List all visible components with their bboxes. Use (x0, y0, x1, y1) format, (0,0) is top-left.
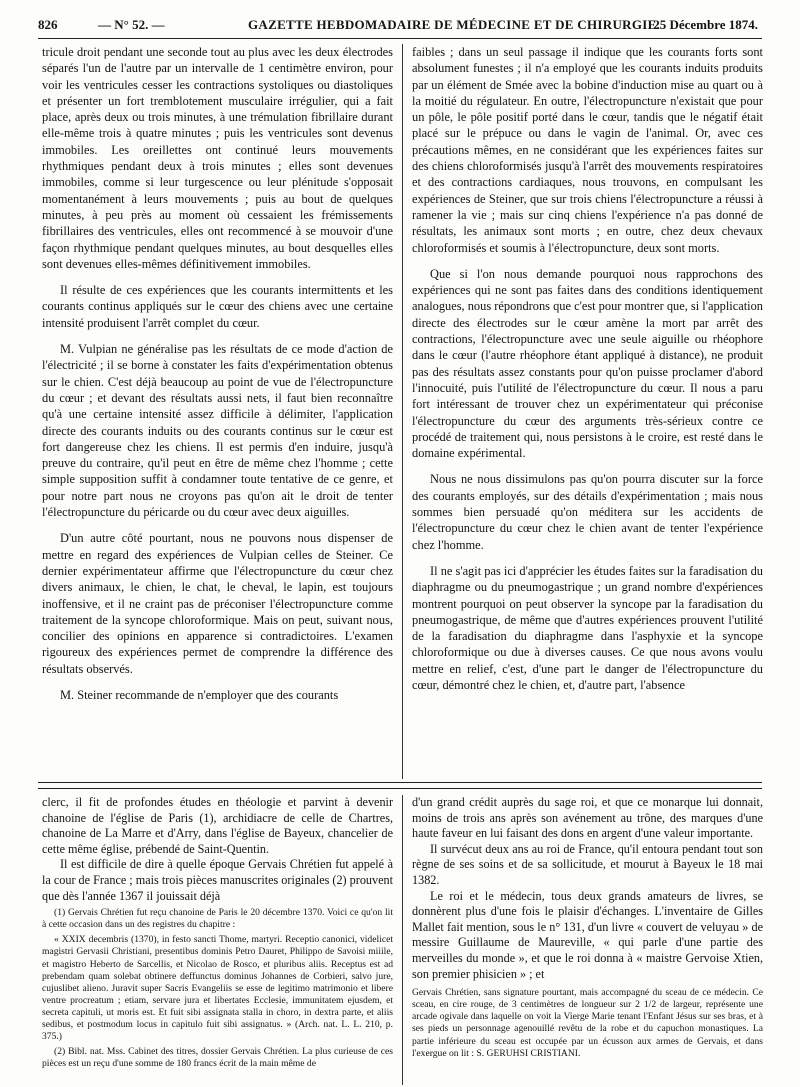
paragraph: Il est difficile de dire à quelle époque Gervais Chrétien fut appelé à la cour de France ; mais trois pièces manuscrites originales (2) prouvent que dès l'année 1367 il jouissait déjà (42, 857, 393, 903)
upper-right-column (412, 44, 763, 779)
header-rule (38, 38, 762, 39)
paragraph: Il résulte de ces expériences que les courants intermittents et les courants continus appliqués sur le cœur des chiens avec une certaine intensité produisent l'arrêt complet du cœur. (42, 283, 393, 330)
paragraph: Il ne s'agit pas ici d'apprécier les études faites sur la faradisation du diaphragme ou du pneumogastrique ; un grand nombre d'expériences montrent pourquoi on peut observer la syncope par la faradisation du pneumogastrique, de même que d'autres expériences prouvent l'utilité de la faradisation du diaphragme dans l'asphyxie et la syncope chloroformique ou due à diverses causes. Ce que nous avons voulu mettre en relief, c'est, d'une part le danger de l'électropuncture du cœur, démontré chez le chien, et, d'autre part, l'absence (412, 563, 763, 692)
lower-left-column (42, 795, 393, 1085)
paragraph: Que si l'on nous demande pourquoi nous rapprochons des expériences qui ne sont pas faites dans des conditions identiquement analogues, nous répondrons que c'est pour montrer que, si l'application directe des électrodes sur le cœur amène la mort par arrêt des contractions, l'électropuncture avec une seule aiguille ou rhéophore dans le cœur (l'autre rhéophore étant appliqué à distance), ne produit pas des résultats assez constants pour qu'on puisse proclamer d'abord l'innocuité, puis l'utilité de l'électropuncture du cœur. Il nous a paru fort intéressant de trouver chez un expérimentateur qui préconise l'électropuncture du cœur des arguments très-sérieux contre ce procédé de traitement qui, nous persistons à le croire, est resté dans le domaine expérimental. (412, 266, 763, 461)
lower-right-column (412, 795, 763, 1085)
paragraph: Il survécut deux ans au roi de France, qu'il entoura pendant tout son règne de ses soins et de sa sollicitude, et mourut à Bayeux le 18 mai 1382. (412, 841, 763, 887)
upper-left-column (42, 44, 393, 779)
footnote-continuation: Gervais Chrétien, sans signature pourtant, mais accompagné du sceau de ce médecin. Ce sceau, en cire rouge, de 3 centimètres de longueur sur 2 1/2 de largeur, représente une arcade ogivale dans laquelle on voit la Vierge Marie tenant l'Enfant Jésus sur ses bras, et à ses pieds un personnage agenouillé revêtu de la robe et du capuchon monastiques. La partie inférieure du sceau est occupée par un écusson aux armes de Gervais, et dans l'exergue on lit : S. GERUHSI CRISTIANI. (412, 987, 763, 1059)
feuilleton-separator (38, 782, 762, 789)
paragraph: clerc, il fit de profondes études en théologie et parvint à devenir chanoine de l'église de Paris (1), archidiacre de celle de Chartres, chanoine de La Marre et d'Arry, dans l'église de Bayeux, chancelier de cette même église, prébendé de Saint-Quentin. (42, 795, 393, 856)
paragraph: Nous ne nous dissimulons pas qu'on pourra discuter sur la force des courants employés, sur des détails d'expérimentation ; mais nous sommes bien persuadé qu'on méditera sur les accidents de l'électropuncture du cœur chez le chien avant de tenter l'expérience chez l'homme. (412, 472, 763, 552)
footnote: (2) Bibl. nat. Mss. Cabinet des titres, dossier Gervais Chrétien. La plus curieuse de ces pièces est un reçu d'une somme de 180 francs écrit de la main même de (42, 1046, 393, 1070)
column-divider (402, 44, 403, 779)
paragraph: faibles ; dans un seul passage il indique que les courants forts sont absolument funestes ; il n'a employé que les courants induits produits par un élément de Smée avec la bobine d'induction mise au quart ou à la moitié du régulateur. En outre, l'électropuncture n'existait que pour un pôle, le pôle positif porté dans le cœur, tandis que le négatif était placé sur le prépuce ou dans le vagin de l'animal. Or, avec ces précautions mêmes, en ne considérant que les expériences faites sur des chiens chloroformisés jusqu'à l'arrêt des mouvements respiratoires et des contractions cardiaques, nous trouvons, en compulsant les expériences de Steiner, que sur trois chiens l'électropuncture a réussi à ramener la vie ; mais sur cinq chiens l'expérience n'a pas donné de résultats, les animaux sont morts ; en outre, chez deux chevaux chloroformisés et soumis à l'électropuncture, deux sont morts. (412, 45, 763, 255)
paragraph: M. Steiner recommande de n'employer que des courants (60, 687, 339, 702)
paragraph: d'un grand crédit auprès du sage roi, et que ce monarque lui donnait, moins de trois ans après son avénement au trône, des marques d'une haute faveur en lui faisant des dons en argent d'une valeur importante. (412, 795, 763, 841)
paragraph: Le roi et le médecin, tous deux grands amateurs de livres, se donnèrent plus d'une fois le plaisir d'échanges. L'inventaire de Gilles Mallet fait mention, sous le n° 131, d'un livre « couvert de veluyau » de messire Guillaume de Maureville, « qui parle d'une partie des merveilles du monde », et que le roi donna à « maistre Gervoise Xtien, son premier phisicien » ; et (412, 888, 763, 981)
column-divider (402, 795, 403, 1085)
issue-number: — N° 52. — (98, 17, 165, 32)
page-number: 826 (38, 17, 58, 32)
paragraph: tricule droit pendant une seconde tout au plus avec les deux électrodes séparés l'un de l'autre par un intervalle de 1 centimètre environ, pour voir les ventricules cesser les contractions systoliques ou diastoliques et présenter un fort tremblotement musculaire irrégulier, qui a fait place, après deux ou trois minutes, à une trémulation fibrillaire durant elle-même trois à quatre minutes ; puis les ventricules sont devenus immobiles. Les oreillettes ont continué leurs mouvements rhythmiques pendant deux à trois minutes ; elles sont devenues immobiles, comme si leur turgescence ou leur plénitude s'opposait momentanément à leurs mouvements ; puis au bout de quelques minutes, à peu près au moment où cessaient les frémissements fibrillaires des ventricules, elles ont recommencé à se mouvoir d'une façon rhythmique pendant quelques minutes, au bout desquelles elles sont devenues elles-mêmes définitivement immobiles. (42, 45, 393, 271)
paragraph: D'un autre côté pourtant, nous ne pouvons nous dispenser de mettre en regard des expériences de Vulpian celles de Steiner. Ce dernier expérimentateur affirme que l'électropuncture du cœur chez divers animaux, le chien, le chat, le cheval, le lapin, est toujours inoffensive, et il ne craint pas de préconiser l'électropuncture comme traitement de la syncope chloroformique. Mais on peut, suivant nous, concilier des opinions en apparence si contradictoires. L'examen rigoureux des expériences permet de comprendre la différence des résultats observés. (42, 531, 393, 676)
journal-title: GAZETTE HEBDOMADAIRE DE MÉDECINE ET DE CHIRURGIE. (248, 17, 661, 32)
footnote: (1) Gervais Chrétien fut reçu chanoine de Paris le 20 décembre 1370. Voici ce qu'on lit à cette occasion dans un des registres du chapitre : (42, 907, 393, 931)
running-header (38, 13, 762, 39)
issue-date: 25 Décembre 1874. (653, 17, 758, 32)
paragraph: M. Vulpian ne généralise pas les résultats de ce mode d'action de l'électricité ; il se borne à constater les faits d'expérimentation obtenus sur le chien. C'est déjà beaucoup au point de vue de l'électropuncture du cœur ; et devant des résultats aussi nets, il faut bien reconnaître qu'à une certaine intensité assez difficile à délimiter, l'application directe des courants induits ou des courants continus sur le cœur est fort dangereuse chez les chiens. Il est permis d'en induire, jusqu'à preuve du contraire, qu'il peut en être de même chez l'homme ; cette simple supposition suffit à condamner toute tentative de ce genre, et pour notre part nous ne croyons pas qu'on ait le droit de tenter l'électropuncture du péricarde ou du cœur avec deux aiguilles. (42, 342, 393, 520)
footnote-quote: « XXIX decembris (1370), in festo sancti Thome, martyri. Receptio canonici, videlicet magistri Gervasii Christiani, presentibus dominis Petro Dauret, Philippo de Savoisi miiile, et magistro Heberto de Sarcellis, et Nicolao de Rosco, et pluribus aliis. Receptus est ad prebendam quam solebat obtinere deffunctus dominus Johannes de Corbieri, salvo jure, cujuslibet alieno. Juravit super Sacris Evangeliis se esse de legitimo matrimonio et libere ventre procreatum ; etiam, servare jura et libertates Ecclesie, immunitatem ejusdem, et secreta capituli, ut moris est. Et fuit sibi assignata stalla in choro, in dextra parte, et aliis sedibus, et postmodum locus in capitulo fuit sibi assignatus. » (Arch. nat. L. L. 210, p. 375.) (42, 934, 393, 1043)
